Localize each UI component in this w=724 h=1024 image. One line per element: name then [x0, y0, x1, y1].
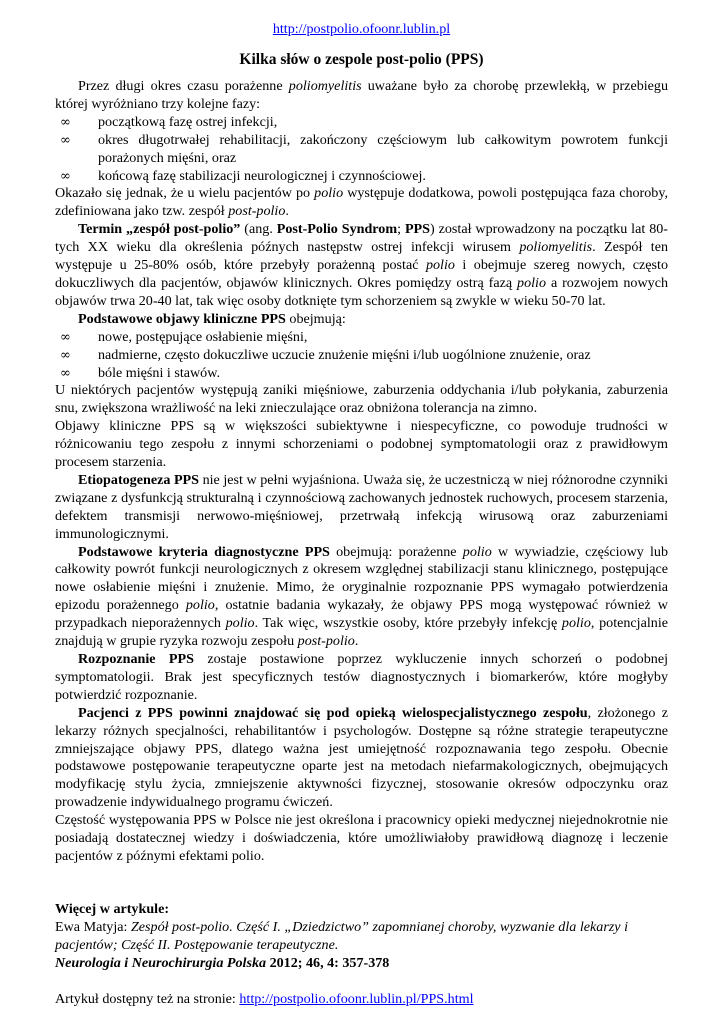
page-title: Kilka słów o zespole post-polio (PPS): [239, 51, 484, 68]
list-item: ∞ nowe, postępujące osłabienie mięśni,: [60, 328, 308, 345]
intro-paragraph: Przez długi okres czasu porażenne poliomyelitis uważane było za chorobę przewlekłą, w przebiegu której wyróżniano trzy kolejne fazy:: [55, 78, 669, 112]
infinity-bullet-icon: ∞: [60, 329, 71, 345]
symptom-list: [55, 329, 668, 383]
infinity-bullet-icon: ∞: [60, 132, 71, 148]
phase-list: [55, 114, 668, 186]
patient-care-paragraph: Pacjenci z PPS powinni znajdować się pod opieką wielospecjalistycznego zespołu, złożonego z lekarzy różnych specjalności, rehabilitantów i psychologów. Dostępne są różne strategie terapeutyczne zmniejszające objawy PPS, dlatego ważna jest umiejętność rozpoznawania tego zespołu. Obecnie podstawowe postępowanie terapeutyczne oparte jest na metodach niefarmakologicznych, obejmujących modyfikację stylu życia, zmniejszenie aktywności fizycznej, stosowanie okresów odpoczynku oraz prowadzenie indywidualnego programu ćwiczeń.: [55, 704, 669, 811]
etiopathogenesis-paragraph: Etiopatogeneza PPS nie jest w pełni wyjaśniona. Uważa się, że uczestniczą w niej różnorodne czynniki związane z dysfunkcją strukturalną i czynnościową zachowanych jednostek ruchowych, procesem starzenia, defektem transmisji nerwowo-mięśniowej, przetrwałą infekcją wirusową oraz zaburzeniami immunologicznymi.: [55, 471, 668, 542]
symptoms-heading-paragraph: Podstawowe objawy kliniczne PPS obejmują:: [78, 310, 346, 327]
header-url-link[interactable]: http://postpolio.ofoonr.lublin.pl: [272, 21, 451, 37]
infinity-bullet-icon: ∞: [60, 114, 71, 130]
term-paragraph: Termin „zespół post-polio” (ang. Post-Polio Syndrom; PPS) został wprowadzony na początku lat 80-tych XX wieku dla określenia późnych następstw ostrej infekcji wirusem poliomyelitis. Zespół ten występuje u 25-80% osób, które przebyły porażenną postać polio i obejmuje szereg nowych, często dokuczliwych dla pacjentów, objawów klinicznych. Okres pomiędzy ostrą fazą polio a rozwojem nowych objawów trwa 20-40 lat, tak więc osoby dotknięte tym schorzeniem są zwykle w wieku 50-70 lat.: [55, 221, 669, 309]
availability-line: Artykuł dostępny też na stronie: http://postpolio.ofoonr.lublin.pl/PPS.html: [55, 990, 474, 1007]
diagnosis-paragraph: Rozpoznanie PPS zostaje postawione poprzez wykluczenie innych schorzeń o podobnej symptomatologii. Brak jest specyficznych testów diagnostycznych i biomarkerów, które mogłyby potwierdzić rozpoznanie.: [55, 651, 668, 703]
additional-symptoms-paragraph: U niektórych pacjentów występują zaniki mięśniowe, zaburzenia oddychania i/lub połykania, zaburzenia snu, zwiększona wrażliwość na leki znieczulające oraz obniżona tolerancja na zimno.: [55, 382, 668, 417]
infinity-bullet-icon: ∞: [60, 347, 71, 363]
article-citation: Ewa Matyja: Zespół post-polio. Część I. „Dziedzictwo” zapomnianej choroby, wyzwanie dla lekarzy i pacjentów; Część II. Postępowanie terapeutyczne. Neurologia i Neurochirurgia Polska 2012; 46, 4: 357-378: [55, 918, 628, 971]
infinity-bullet-icon: ∞: [60, 365, 71, 381]
list-item: ∞ końcową fazę stabilizacji neurologicznej i czynnościowej.: [60, 167, 426, 184]
list-item: ∞ bóle mięśni i stawów.: [60, 364, 220, 381]
prevalence-paragraph: Częstość występowania PPS w Polsce nie jest określona i pracownicy opieki medycznej niejednokrotnie nie posiadają dostatecznej wiedzy i doświadczenia, które umożliwiałoby prawidłową diagnozę i leczenie pacjentów z późnymi efektami polio.: [55, 812, 668, 864]
header: [55, 20, 668, 38]
list-item: ∞ początkową fazę ostrej infekcji,: [60, 113, 278, 130]
document-page: [55, 0, 668, 1008]
list-item: ∞ nadmierne, często dokuczliwe uczucie znużenie mięśni i/lub uogólnione znużenie, oraz: [60, 346, 591, 363]
list-item: ∞ okres długotrwałej rehabilitacji, zakończony częściowym lub całkowitym powrotem funkcji porażonych mięśni, oraz: [60, 131, 668, 166]
further-reading: [55, 901, 668, 1009]
infinity-bullet-icon: ∞: [60, 168, 71, 184]
diagnostic-criteria-paragraph: Podstawowe kryteria diagnostyczne PPS obejmują: porażenne polio w wywiadzie, częściowy lub całkowity powrót funkcji neurologicznych z okresem względnej stabilizacji stanu klinicznego, postępujące nowe osłabienie mięśni i znużenie. Mimo, że oryginalnie rozpoznanie PPS wymagało potwierdzenia epizodu porażennego polio, ostatnie badania wykazały, że objawy PPS mogą występować również w przypadkach nieporażennych polio. Tak więc, wszystkie osoby, które przebyły infekcję polio, potencjalnie znajdują w grupie ryzyka rozwoju zespołu post-polio.: [55, 543, 668, 650]
article-url-link[interactable]: http://postpolio.ofoonr.lublin.pl/PPS.html: [239, 990, 474, 1007]
nonspecific-symptoms-paragraph: Objawy kliniczne PPS są w większości subiektywne i niespecyficzne, co powoduje trudności w różnicowaniu tego zespołu z innymi schorzeniami o podobnej symptomatologii oraz z prawidłowym procesem starzenia.: [55, 418, 668, 471]
post-polio-phase-paragraph: Okazało się jednak, że u wielu pacjentów po polio występuje dodatkowa, powoli postępująca faza choroby, zdefiniowana jako tzw. zespół post-polio.: [55, 185, 668, 220]
further-reading-heading: Więcej w artykule:: [55, 900, 170, 917]
